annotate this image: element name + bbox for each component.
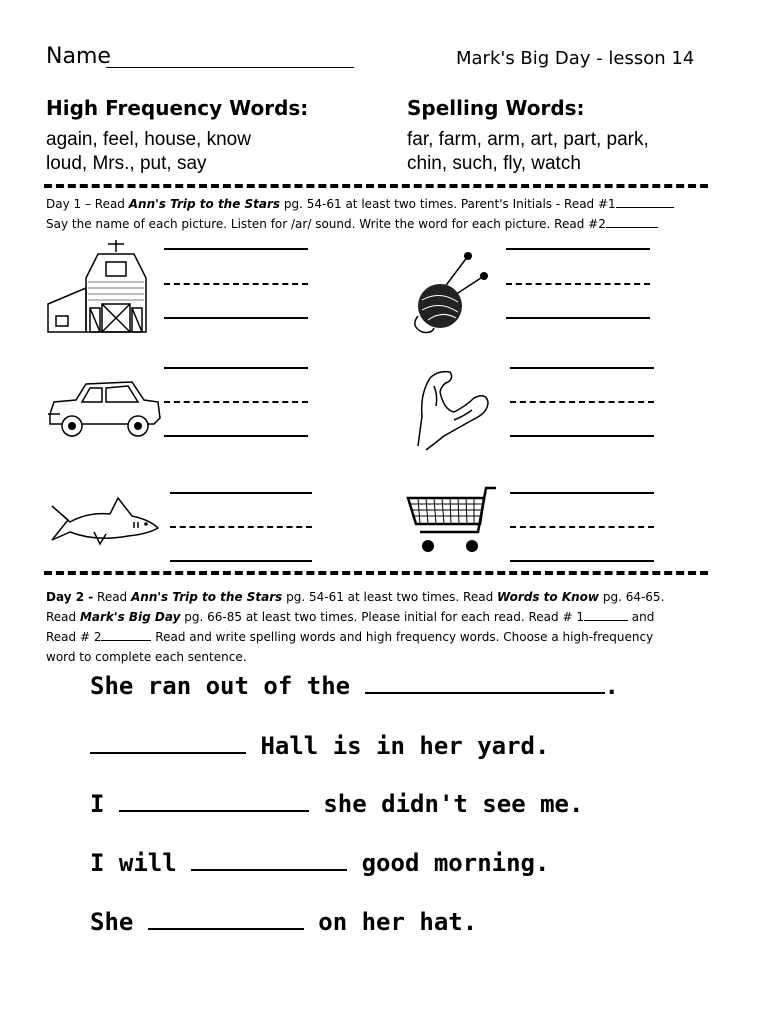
sentence-1-blank[interactable] (365, 672, 605, 694)
write-line-dashed-1 (164, 283, 308, 285)
sentence-1-after: . (604, 672, 619, 700)
spelling-title: Spelling Words: (407, 96, 585, 120)
sentence-5-blank[interactable] (148, 908, 304, 930)
write-line-dashed-4 (510, 401, 654, 403)
write-line-dashed-5 (170, 526, 312, 528)
day2-text-7: Read # 2 (46, 630, 102, 644)
day2-text-4: Read (46, 610, 80, 624)
write-line-solid-6a[interactable] (510, 492, 654, 494)
write-line-solid-5b[interactable] (170, 560, 312, 562)
yarn-icon (408, 250, 498, 336)
sentence-1-before: She ran out of the (90, 672, 365, 700)
write-line-solid-3a[interactable] (164, 367, 308, 369)
day2-book2: Words to Know (497, 590, 600, 604)
day2-text-8: Read and write spelling words and high frequency words. Choose a high-frequency (151, 630, 654, 644)
write-line-solid-4b[interactable] (510, 435, 654, 437)
section-divider (44, 184, 708, 188)
barn-icon (46, 238, 156, 336)
sentence-2-blank[interactable] (90, 732, 246, 754)
write-line-solid-6b[interactable] (510, 560, 654, 562)
write-line-solid-5a[interactable] (170, 492, 312, 494)
high-frequency-words-line2: loud, Mrs., put, say (46, 153, 207, 174)
write-line-solid-1a[interactable] (164, 248, 308, 250)
sentence-4-after: good morning. (347, 849, 550, 877)
spelling-words-line2: chin, such, fly, watch (407, 153, 581, 174)
day1-rest: pg. 54-61 at least two times. Parent's Initials - Read #1 (280, 197, 616, 211)
sentence-2 (90, 732, 549, 760)
day2-label: Day 2 - (46, 590, 94, 604)
day2-text-1: Read (93, 590, 131, 604)
day1-book-title: Ann's Trip to the Stars (128, 197, 281, 211)
sentence-5-after: on her hat. (303, 908, 478, 936)
day1-prefix: Day 1 – Read (46, 197, 129, 211)
day2-text-2: pg. 54-61 at least two times. Read (282, 590, 498, 604)
day2-read1-blank[interactable] (584, 608, 628, 621)
sentence-3-blank[interactable] (119, 790, 309, 812)
sentence-5 (90, 908, 477, 936)
spelling-words-line1: far, farm, arm, art, part, park, (407, 129, 649, 150)
day2-text-6: and (627, 610, 655, 624)
write-line-solid-2b[interactable] (506, 317, 650, 319)
day1-line2-text: Say the name of each picture. Listen for /ar/ sound. Write the word for each picture. Read #2 (46, 217, 606, 231)
write-line-solid-1b[interactable] (164, 317, 308, 319)
sentence-5-before: She (90, 908, 148, 936)
write-line-solid-4a[interactable] (510, 367, 654, 369)
day2-book3: Mark's Big Day (79, 610, 181, 624)
name-input-line[interactable] (106, 67, 354, 68)
arm-icon (414, 366, 494, 452)
day2-book1: Ann's Trip to the Stars (130, 590, 283, 604)
sentence-1 (90, 672, 619, 700)
write-line-solid-3b[interactable] (164, 435, 308, 437)
day1-instructions-line2 (46, 215, 658, 233)
car-icon (46, 374, 164, 442)
write-line-solid-2a[interactable] (506, 248, 650, 250)
write-line-dashed-6 (510, 526, 654, 528)
write-line-dashed-2 (506, 283, 650, 285)
day2-instructions-line2 (46, 608, 654, 626)
day2-instructions-line4: word to complete each sentence. (46, 650, 247, 664)
sentence-3 (90, 790, 583, 818)
high-frequency-title: High Frequency Words: (46, 96, 309, 120)
sentence-4-before: I will (90, 849, 192, 877)
day2-text-3: pg. 64-65. (599, 590, 665, 604)
sentence-4-blank[interactable] (191, 849, 347, 871)
name-label: Name (46, 44, 111, 69)
lesson-title: Mark's Big Day - lesson 14 (456, 48, 695, 69)
day2-instructions-line3 (46, 628, 653, 646)
day2-read2-blank[interactable] (101, 628, 151, 641)
read2-blank[interactable] (606, 215, 658, 228)
parent-initials-read1-blank[interactable] (616, 195, 674, 208)
section-divider-2 (44, 571, 708, 575)
write-line-dashed-3 (164, 401, 308, 403)
high-frequency-words-line1: again, feel, house, know (46, 129, 251, 150)
cart-icon (406, 484, 498, 560)
day2-text-5: pg. 66-85 at least two times. Please initial for each read. Read # 1 (180, 610, 584, 624)
sentence-3-after: she didn't see me. (308, 790, 584, 818)
sentence-2-after: Hall is in her yard. (246, 732, 550, 760)
day1-instructions (46, 195, 674, 213)
shark-icon (48, 492, 162, 554)
sentence-4 (90, 849, 549, 877)
sentence-3-before: I (90, 790, 119, 818)
day2-instructions-line1 (46, 588, 664, 606)
